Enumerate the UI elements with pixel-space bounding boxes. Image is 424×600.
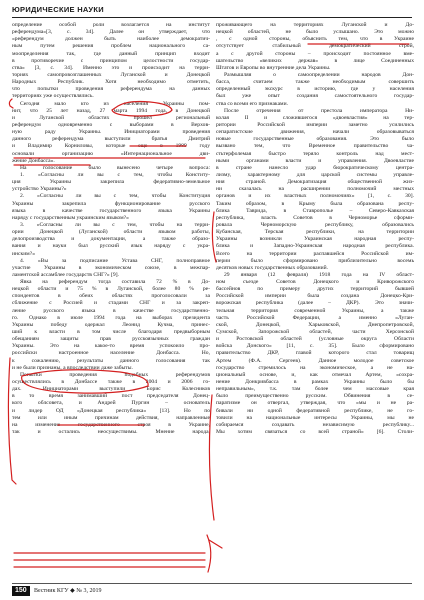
text-line: республика, власть Советов в Черноморье сформи- — [216, 214, 414, 221]
header-rule — [12, 17, 412, 18]
text-line: нение Донкривбасса в рамках Украины было бы — [216, 379, 414, 386]
text-line: вызвано тем, что Временное правительство ча- — [216, 143, 414, 150]
text-line: лизму, характерному для царской системы управле- — [216, 171, 414, 178]
text-line: и лидер ОД «Донецкая республика» [13]. Но по — [12, 407, 210, 414]
text-line: ния страной. Демократизация общественной жиз- — [216, 179, 414, 186]
text-line: и Ростовской областей (условные округа Области — [216, 336, 414, 343]
text-line: проживающего на территориях Луганской и До- — [216, 22, 414, 28]
text-line: ни сказалась на расширении полномочий местных — [216, 186, 414, 193]
text-line: устройство Украины?» — [12, 186, 67, 193]
text-line: в то время занимавший пост председателя Донец- — [12, 393, 210, 400]
text-line: в стране нанесло удар бюрократическому центра- — [216, 164, 414, 171]
text-line: новые государственные образования. Это было — [216, 136, 414, 143]
text-line: «референдум должен быть наиболее демократич- — [12, 36, 210, 43]
text-line: ства» [3, с. 34]. Именно это и происходит на терри- — [12, 64, 210, 71]
text-line: собираемся создавать независимую республику... — [216, 421, 414, 428]
text-line: референдум одновременно с выборами в Верхов- — [12, 121, 210, 128]
journal-title: Вестник КГУ ◆ № 3, 2019 — [34, 588, 102, 594]
text-line: войска Донского» [11, с. 35]. Было сформировано — [216, 343, 414, 350]
text-line: Украины закрепила функционирование русского — [12, 200, 210, 207]
text-line: паратизме он отвергал, утверждая, что «мы и не ра- — [216, 400, 414, 407]
text-line: товили на национальные интересы Украины, мы не — [216, 414, 414, 421]
text-line: Украины. Это на какое-то время успокоило про- — [12, 343, 210, 350]
text-line: 3. «Согласны ли вы с тем, чтобы на терри- — [20, 221, 210, 228]
text-line: Таким образом, в Крыму была образована респу- — [216, 200, 414, 207]
text-line: 2. «Согласны ли вы с тем, чтобы Конституция — [20, 193, 210, 200]
text-line: ламентской ассамблее государств СНГ?» [9]. — [12, 271, 119, 278]
text-line: Украины возникли Украинская народная респу- — [216, 236, 414, 243]
text-line: отсутствует стабильный демократический строй, — [216, 43, 414, 50]
page-number: 150 — [12, 586, 30, 596]
text-line: Сумской, Запорожской областей, части Херсонской — [216, 329, 414, 336]
text-line: спондентов в обеих областях проголосовали за — [12, 293, 210, 300]
text-line: Сегодня мало кто из населения Украины пом- — [20, 100, 210, 107]
text-line: блика и Западно-Украинская народная республика. — [216, 243, 414, 250]
text-line: ворожская республика (далее – ДКР). Это значи- — [216, 300, 414, 307]
text-line: блика Таврида, в Ставрополье – Северо-Кавказская — [216, 207, 414, 214]
text-line: территориях уже осуществлялись. — [12, 93, 94, 100]
text-line: вания и науки был русский язык наряду с укра- — [12, 243, 210, 250]
text-line: участие Украины в экономическом союзе, в межпар- — [12, 264, 210, 271]
text-line: ление русского языка в качестве государственно- — [12, 307, 210, 314]
text-line: определение особой роли возлагается на институт — [12, 22, 210, 28]
text-line: обещаниям защиты прав русскоязычных граждан — [12, 336, 210, 343]
text-line: перии было сформировано приблизительно восемь — [216, 257, 414, 264]
text-line: 4. «Вы за подписание Устава СНГ, полноправное — [20, 257, 210, 264]
text-line: ция Украины закрепила федеративно-земельное — [12, 179, 210, 186]
text-line: основали организацию «Интернациональное дви- — [12, 150, 210, 157]
text-line: российски настроенное население Донбасса. Но, — [12, 350, 210, 357]
text-line: делопроизводства и документации, а также образо- — [12, 236, 210, 243]
text-line: жение Донбасса». — [12, 157, 55, 164]
text-line: Народных Республик. Хотя необходимо отметить, — [12, 79, 210, 86]
text-line: кого облсовета, и Андрей Пургин – основатель — [12, 400, 210, 407]
text-line: нецкой области и 75 % в Луганской, более 80 % ре- — [12, 286, 210, 293]
text-line: что попытки проведения референдума на данных — [12, 86, 210, 93]
text-line: Кубанская, Терская республики, на территории — [216, 229, 414, 236]
text-line: государство стремилось на экономическое, а не на- — [216, 364, 414, 371]
text-line: и Луганской областях прошел региональный — [12, 114, 210, 121]
text-line: ториях самопровозглашенных Луганской и Донецкой — [12, 71, 210, 78]
text-line: инским?» — [12, 250, 36, 257]
text-line: басса, считаем также необходимым совершить — [216, 79, 414, 86]
text-line: языка в качестве государственного языка Украины — [12, 207, 210, 214]
text-line: часть Российской Федерации, а именно «Луган- — [216, 314, 414, 321]
text-line: нецкой областей, не было услышано. Это можно — [216, 29, 414, 36]
text-line: ской, Донецкой, Харьковской, Днепропетровской, — [216, 321, 414, 328]
text-line: неправильным», т.к. там более чем массовые края — [216, 386, 414, 393]
text-line: и Владимир Корниловы, которые еще в 1989 году — [12, 143, 210, 150]
text-line: го. Однако в июле 1994 года на выборах президента — [12, 314, 210, 321]
text-line: ства со всеми его признаками. — [216, 100, 288, 107]
text-line: ровала Черноморскую республику, образовались — [216, 221, 414, 228]
text-line: колая II и сложившегося «двоевластия» на тер- — [216, 114, 414, 121]
text-line: Украины победу одержал Леонид Кучма, принес- — [12, 321, 210, 328]
text-line: сближение с Россией и стадами СНГ и за закреп- — [12, 300, 210, 307]
page-footer — [12, 586, 412, 596]
text-line: ную раду Украины. Инициаторами проведения — [12, 129, 210, 136]
text-line: Штатов и Европы во внутренние дела Украины. — [216, 64, 331, 71]
left-text-column — [12, 22, 210, 580]
text-line: дах. Инициаторами выступили Борис Колесников — [12, 386, 210, 393]
text-line: Всего на территории распавшейся Российской им- — [216, 250, 414, 257]
text-line: ном съезде Советов Донецкого и Криворожского — [216, 279, 414, 286]
text-line: наряду с государственным украинским языком?» — [12, 214, 129, 221]
footer-rule — [12, 583, 412, 584]
text-line: был уже опыт создания самостоятельного государ- — [216, 93, 414, 100]
right-text-column — [216, 22, 414, 580]
text-line: ным путем решения проблем национального са- — [12, 43, 210, 50]
text-line: 1. «Согласны ли вы с тем, чтобы Конститу- — [20, 171, 210, 178]
text-line: ными органами власти и управления. Двоевластие — [216, 157, 414, 164]
text-line: и не были признаны, а впоследствии даже забыты. — [12, 364, 133, 371]
text-line: моопределения так, где данный принцип входит — [12, 50, 210, 57]
text-line: референдума»[3, с. 34]. Далее он утверждает, что — [12, 29, 210, 36]
text-line: бивали ни одной федеративной республике, не го- — [216, 407, 414, 414]
text-line: стьтерфолемая быстро теряло контроль над мест- — [216, 150, 414, 157]
text-line: определенный экскурс в историю, где у населения — [216, 86, 414, 93]
text-line: так и остались неосуществимы. Мнение народа, — [12, 429, 210, 436]
section-title: ЮРИДИЧЕСКИЕ НАУКИ — [12, 5, 104, 14]
text-line: Явка на референдум тогда составила 72 % в До- — [20, 279, 210, 286]
page-header — [12, 4, 412, 18]
text-line: Российской империи была создана Донецко-Кри- — [216, 293, 414, 300]
text-line: ории Донецкой (Луганской) области языком работы, — [12, 229, 210, 236]
text-line: органов и их властных полномочиях» [1, с. 30]. — [216, 193, 414, 200]
text-line: После отречения от престола императора Ни- — [224, 107, 414, 114]
text-line: осуществлялись в Донбассе также в 2004 и 2006 го- — [12, 379, 210, 386]
text-line: тельная территория современной Украины, а также — [216, 307, 414, 314]
text-line: ший к власти в том числе благодаря предвыборным — [12, 329, 210, 336]
text-line: данного референдума выступили братья Дмитрий — [12, 136, 210, 143]
text-line: 29 января (12 февраля) 1918 года на IV област- — [224, 271, 414, 278]
text-line: было преимущественно русским. Обвинения в се- — [216, 393, 414, 400]
text-line: , с одной стороны, объяснить тем, что в Украине — [216, 36, 414, 43]
text-line: Попытки проведения подобных референдумов — [20, 371, 210, 378]
text-line: десятков новых государственных образований. — [216, 264, 328, 271]
text-line: тем или иным причинам действия, направленные — [12, 414, 210, 421]
text-line: сепаратистские движения, начали образовываться — [216, 129, 414, 136]
text-line: а с другой стороны – происходит постоянное вме- — [216, 50, 414, 57]
text-line: нит, что 25 лет назад, 27 марта 1994 года, в Донецкой — [12, 107, 210, 114]
text-line: шательство «великих держав» в лице Соединенных — [216, 57, 414, 64]
text-line: в противоречие с принципом целостности государ- — [12, 57, 210, 64]
text-line: Артем (Ф.А. Сергеев). Данное молодое советское — [216, 357, 414, 364]
text-line: правительство ДКР, главой которого стал товарищ — [216, 350, 414, 357]
bracket-right-ddkr — [209, 395, 214, 520]
text-line: Мы хотим связаться со всей страной» [6]. Столи- — [216, 429, 414, 436]
text-line: На голосование было вынесено четыре вопроса: — [20, 164, 210, 171]
text-line: на изменение государственного строя в Украине, — [12, 421, 210, 428]
text-line: циональный основе, и, как отмечал Артем, «сохра- — [216, 371, 414, 378]
text-line: к сожалению, результаты данного голосования так — [12, 357, 210, 364]
text-line: бассейнов по примеру других территорий бывшей — [216, 286, 414, 293]
text-line: Размышляя о самоопределении народов Дон- — [224, 71, 414, 78]
text-line: ритории Российской империи заметно усилились — [216, 121, 414, 128]
